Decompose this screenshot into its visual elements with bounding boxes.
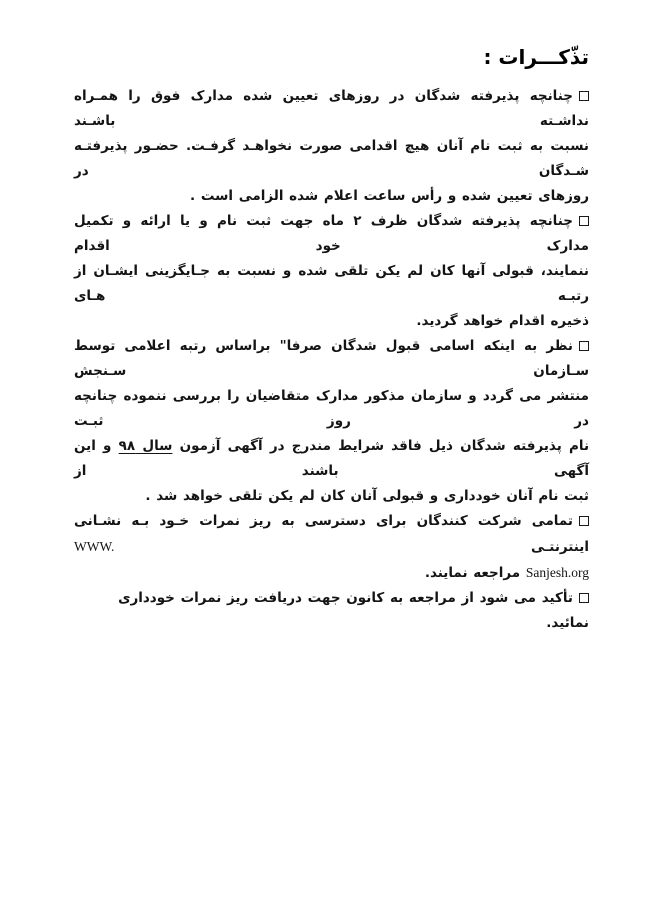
checkbox-icon (579, 91, 589, 101)
note-3-line-2 (74, 384, 589, 434)
checkbox-icon (579, 516, 589, 526)
note-3-line-1 (74, 334, 589, 384)
note-1-line-3 (74, 184, 589, 209)
page-title: تذّکـــرات : (483, 45, 589, 69)
note-4-text-1: تمامی شرکت کنندگان برای دسترسی به ریز نمرات خـود بـه نشـانی اینترنتـی (74, 513, 589, 555)
note-1-text-2: نسبت به ثبت نام آنان هیچ اقدامی صورت نخواهـد گرفـت. حضـور پذیرفتـه شـدگان در (74, 138, 589, 179)
note-item-2 (74, 209, 589, 334)
note-3-line-3 (74, 434, 589, 484)
checkbox-icon (579, 216, 589, 226)
note-3-text-3a: نام پذیرفته شدگان ذیل فاقد شرایط مندرج در آگهی آزمون (179, 438, 590, 454)
note-3-text-3b: و این آگهی باشند از (74, 438, 589, 479)
note-4-text-2: مراجعه نمایند. (424, 565, 521, 581)
note-2-text-3: ذخیره اقدام خواهد گردید. (416, 313, 589, 329)
note-4-line-2 (74, 560, 589, 586)
note-4-line-1 (74, 509, 589, 560)
note-item-3 (74, 334, 589, 509)
note-3-line-4 (74, 484, 589, 509)
notes-list (74, 84, 589, 636)
note-2-text-2: ننمایند، قبولی آنها کان لم یکن تلقی شده و نسبت به جـایگزینی ایشـان از رتبـه هـای (74, 263, 589, 304)
note-1-line-1 (74, 84, 589, 134)
note-2-line-2 (74, 259, 589, 309)
note-1-text-1: چنانچه پذیرفته شدگان در روزهای تعیین شده مدارک فوق را همـراه نداشـته باشـند (74, 88, 589, 129)
note-5-text-1: تأکید می شود از مراجعه به کانون جهت دریافت ریز نمرات خودداری نمائید. (118, 590, 589, 631)
note-item-1 (74, 84, 589, 209)
note-5-line-1 (74, 586, 589, 636)
note-2-line-3 (74, 309, 589, 334)
note-2-text-1: چنانچه پذیرفته شدگان ظرف ۲ ماه جهت ثبت نام و یا ارائه و تکمیل مدارک خود اقدام (74, 213, 589, 254)
note-item-5 (74, 586, 589, 636)
checkbox-icon (579, 593, 589, 603)
checkbox-icon (579, 341, 589, 351)
url-www: WWW. (74, 539, 115, 554)
note-2-line-1 (74, 209, 589, 259)
url-sanjesh: Sanjesh.org (525, 565, 589, 580)
underlined-year: سال ۹۸ (118, 438, 173, 454)
note-1-text-3: روزهای تعیین شده و رأس ساعت اعلام شده الزامی است . (189, 188, 589, 204)
note-3-text-2: منتشر می گردد و سازمان مذکور مدارک متقاضیان را بررسی ننموده چنانچه در روز ثبـت (74, 388, 589, 429)
note-1-line-2 (74, 134, 589, 184)
note-3-text-1: نظر به اینکه اسامی قبول شدگان صرفا" براساس رتبه اعلامی توسط سـازمان سـنجش (74, 338, 589, 379)
note-item-4 (74, 509, 589, 586)
note-3-text-4: ثبت نام آنان خودداری و قبولی آنان کان لم یکن تلقی خواهد شد . (145, 488, 589, 504)
